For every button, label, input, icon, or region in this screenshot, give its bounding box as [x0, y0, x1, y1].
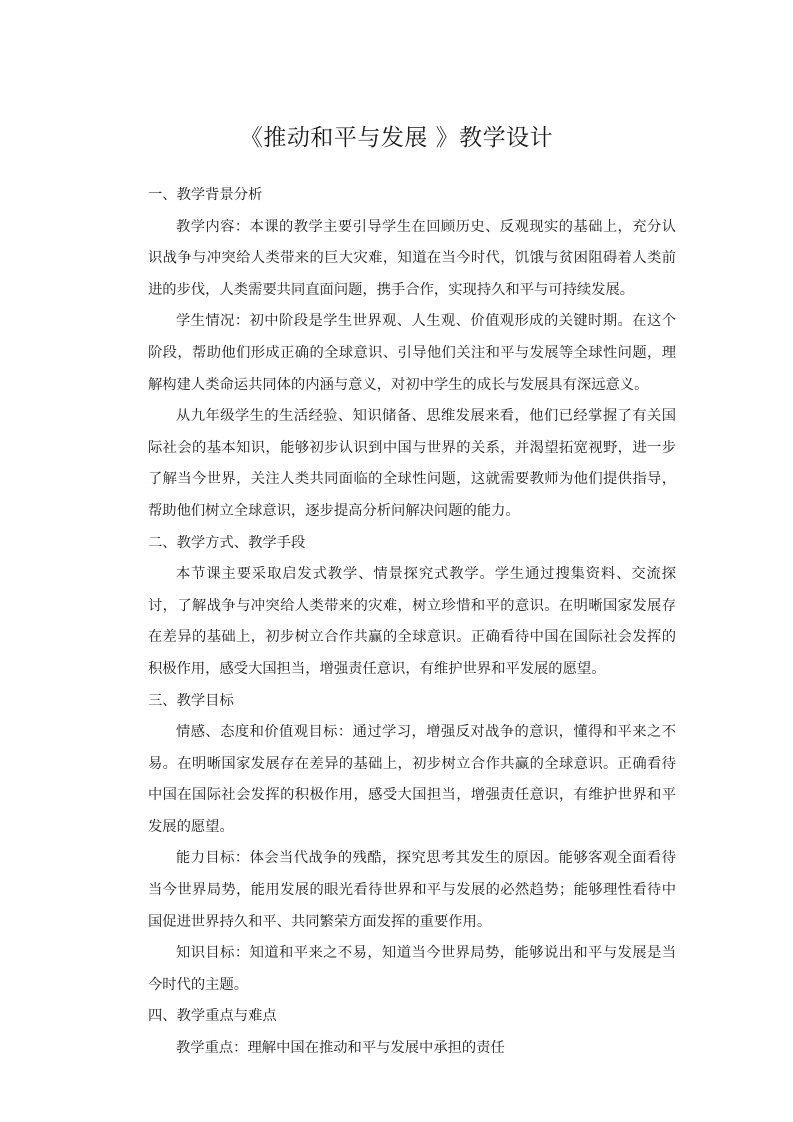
- document-title: 《推动和平与发展 》教学设计: [239, 125, 554, 151]
- section-heading: 二、教学方式、教学手段: [148, 534, 306, 551]
- paragraph: 本节课主要采取启发式教学、情景探究式教学。学生通过搜集资料、交流探讨，了解战争与冲突给人类带来的灾难，树立珍惜和平的意识。在明晰国家发展存在差异的基础上，初步树立合作共赢的全球意识。正确看待中国在国际社会发挥的积极作用，感受大国担当，增强责任意识，有维护世界和平发展的愿望。: [148, 566, 676, 677]
- section-heading: 四、教学重点与难点: [148, 1008, 277, 1025]
- paragraph: 教学内容：本课的教学主要引导学生在回顾历史、反观现实的基础上，充分认识战争与冲突给人类带来的巨大灾难，知道在当今时代，饥饿与贫困阻碍着人类前进的步伐，人类需要共同直面问题，携手合作，实现持久和平与可持续发展。: [148, 218, 676, 298]
- section-heading: 三、教学目标: [148, 692, 234, 709]
- paragraph: 教学重点：理解中国在推动和平与发展中承担的责任: [176, 1040, 505, 1057]
- paragraph: 知识目标：知道和平来之不易，知道当今世界局势，能够说出和平与发展是当今时代的主题。: [148, 945, 676, 993]
- document-body: [148, 180, 676, 1065]
- section-heading: 一、教学背景分析: [148, 187, 263, 203]
- paragraph: 学生情况：初中阶段是学生世界观、人生观、价值观形成的关键时期。在这个阶段，帮助他们形成正确的全球意识、引导他们关注和平与发展等全球性问题，理解构建人类命运共同体的内涵与意义，对初中学生的成长与发展具有深远意义。: [148, 313, 676, 393]
- paragraph: 能力目标：体会当代战争的残酷，探究思考其发生的原因。能够客观全面看待当今世界局势，能用发展的眼光看待世界和平与发展的必然趋势；能够理性看待中国促进世界持久和平、共同繁荣方面发挥的重要作用。: [148, 850, 676, 930]
- paragraph: 从九年级学生的生活经验、知识储备、思维发展来看，他们已经掌握了有关国际社会的基本知识，能够初步认识到中国与世界的关系，并渴望拓宽视野，进一步了解当今世界，关注人类共同面临的全球性问题，这就需要教师为他们提供指导，帮助他们树立全球意识，逐步提高分析问解决问题的能力。: [148, 408, 676, 519]
- paragraph: 情感、态度和价值观目标：通过学习，增强反对战争的意识，懂得和平来之不易。在明晰国家发展存在差异的基础上，初步树立合作共赢的全球意识。正确看待中国在国际社会发挥的积极作用，感受大国担当，增强责任意识，有维护世界和平发展的愿望。: [148, 724, 676, 835]
